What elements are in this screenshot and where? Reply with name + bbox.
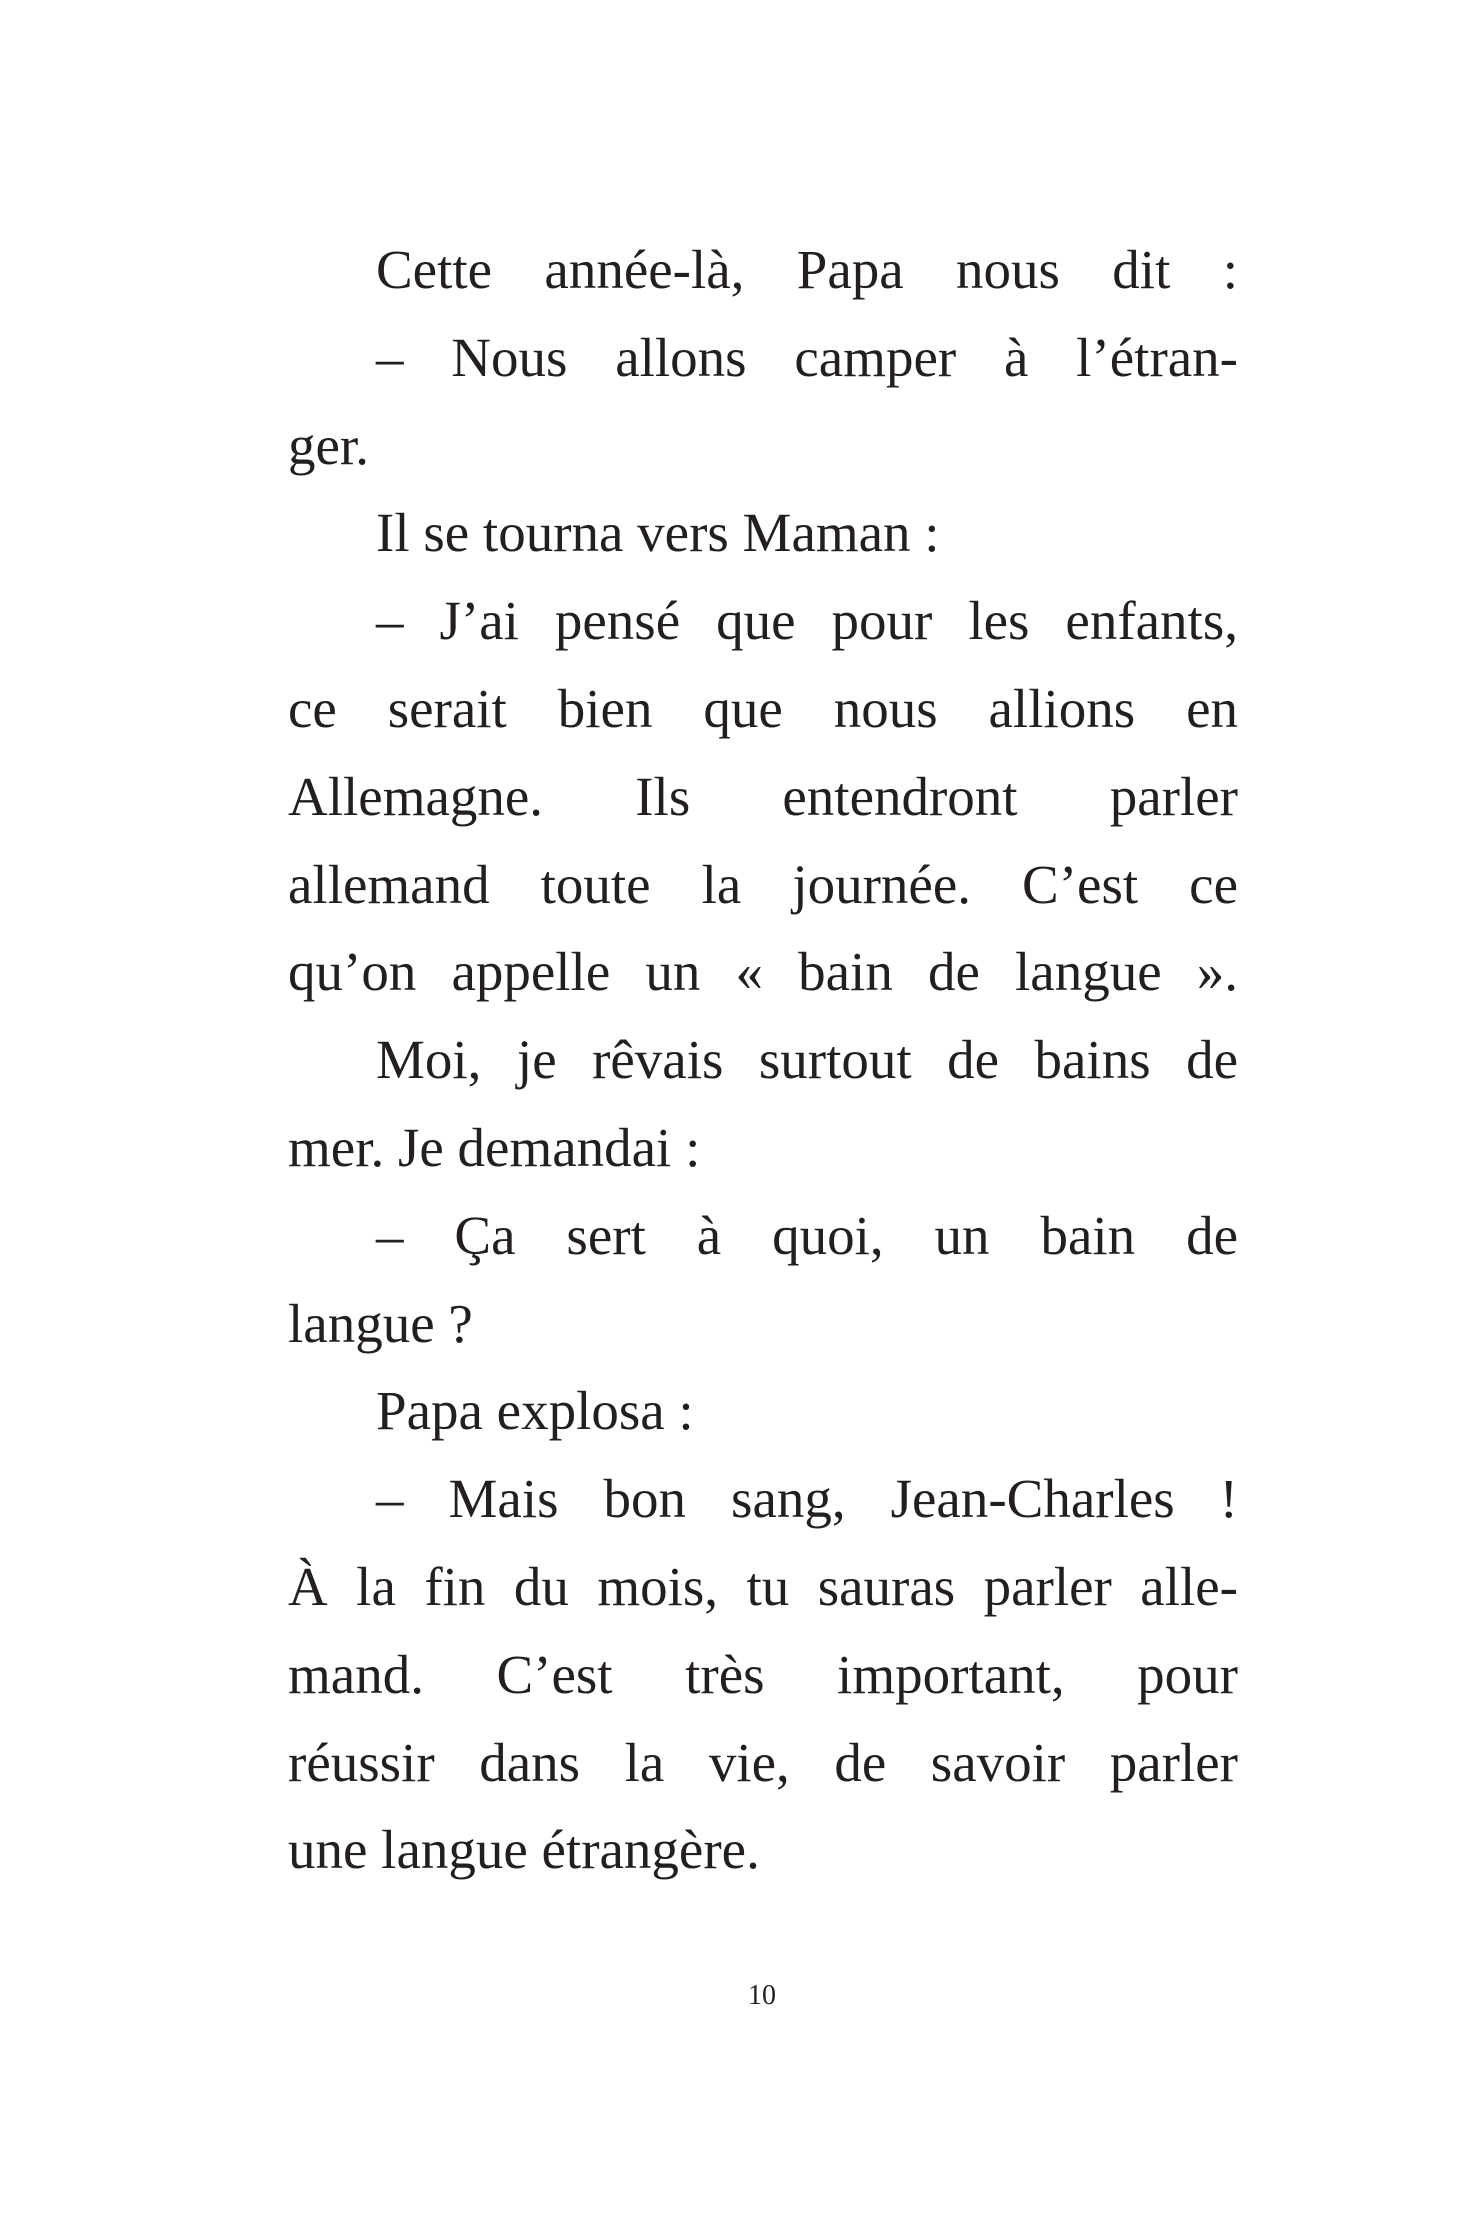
text-line: ce serait bien que nous allions en <box>288 677 1238 739</box>
text-line: allemand toute la journée. C’est ce <box>288 853 1238 915</box>
text-line: une langue étrangère. <box>288 1819 760 1881</box>
text-line: Allemagne. Ils entendront parler <box>288 765 1238 827</box>
text-line: Moi, je rêvais surtout de bains de <box>376 1029 1238 1091</box>
body-text <box>288 226 1238 1894</box>
text-line: – Mais bon sang, Jean-Charles ! <box>376 1468 1238 1530</box>
text-line: mand. C’est très important, pour <box>288 1643 1238 1705</box>
text-line: – J’ai pensé que pour les enfants, <box>376 590 1238 652</box>
text-line: mer. Je demandai : <box>288 1116 701 1178</box>
text-line: Cette année-là, Papa nous dit : <box>376 239 1238 300</box>
page-number: 10 <box>748 1980 776 2011</box>
text-line: Papa explosa : <box>376 1380 694 1442</box>
text-line: Il se tourna vers Maman : <box>376 502 940 564</box>
text-line: réussir dans la vie, de savoir parler <box>288 1731 1238 1793</box>
text-line: – Ça sert à quoi, un bain de <box>376 1204 1238 1266</box>
text-line: – Nous allons camper à l’étran- <box>376 326 1238 388</box>
text-line: qu’on appelle un « bain de langue ». <box>288 941 1238 1003</box>
text-line: ger. <box>288 414 369 476</box>
text-line: langue ? <box>288 1292 473 1354</box>
text-line: À la fin du mois, tu sauras parler alle- <box>288 1555 1238 1617</box>
